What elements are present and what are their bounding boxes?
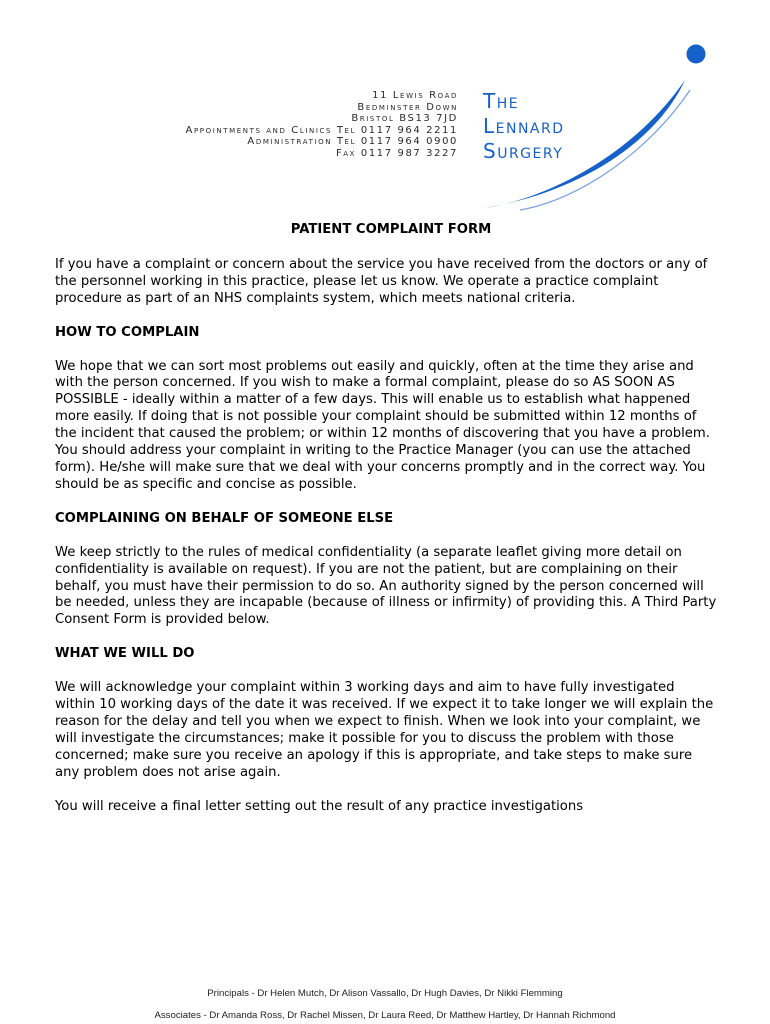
logo-line-1: The [483,89,520,113]
intro-paragraph: If you have a complaint or concern about the service you have received from the doctors or any of the personnel working in this practice, please let us know. We operate a practice complaint procedure as part of an NHS complaints system, which meets national criteria. [55,256,708,306]
letterhead [0,0,770,215]
document-body [55,222,717,832]
address-line-3: Bristol BS13 7JD [351,113,458,125]
logo-line-2: Lennard [483,114,565,138]
footer-associates: Associates - Dr Amanda Ross, Dr Rachel Missen, Dr Laura Reed, Dr Matthew Hartley, Dr Hannah Richmond [154,1010,616,1021]
footer-principals: Principals - Dr Helen Mutch, Dr Alison Vassallo, Dr Hugh Davies, Dr Nikki Flemming [207,988,563,999]
logo-line-3: Surgery [483,139,564,163]
section-body-how-to-complain: We hope that we can sort most problems out easily and quickly, often at the time they arise and with the person concerned. If you wish to make a formal complaint, please do so AS SOON AS POSSIBLE - ideally within a matter of a few days. This will enable us to establish what happened more easily. If doing that is not possible your complaint should be submitted within 12 months of the incident that caused the problem; or within 12 months of discovering that you have a problem. You should address your complaint in writing to the Practice Manager (you can use the attached form). He/she will make sure that we deal with your concerns promptly and in the correct way. You should be as specific and concise as possible. [55,358,710,492]
section-heading-how-to-complain: HOW TO COMPLAIN [55,324,200,340]
closing-paragraph: You will receive a final letter setting out the result of any practice investigations [55,798,584,814]
surgery-logo-text [483,89,565,164]
section-heading-what-we-will-do: WHAT WE WILL DO [55,646,195,662]
contact-administration: Administration Tel 0117 964 0900 [247,136,458,148]
section-body-what-we-will-do: We will acknowledge your complaint within 3 working days and aim to have fully investigated within 10 working days of the date it was received. If we expect it to take longer we will explain the reason for the delay and tell you when we expect to finish. When we look into your complaint, we will investigate the circumstances; make it possible for you to discuss the problem with those concerned; make sure you receive an apology if this is appropriate, and take steps to make sure any problem does not arise again. [55,680,714,780]
contact-appointments: Appointments and Clinics Tel 0117 964 2211 [185,124,458,136]
section-body-on-behalf: We keep strictly to the rules of medical confidentiality (a separate leaflet giving more detail on confidentiality is available on request). If you are not the patient, but are complaining on their behalf, you must have their permission to do so. An authority signed by the person concerned will be needed, unless they are incapable (because of illness or infirmity) of providing this. A Third Party Consent Form is provided below. [55,544,717,628]
contact-fax: Fax 0117 987 3227 [335,147,458,159]
address-line-1: 11 Lewis Road [372,90,458,101]
document-title: PATIENT COMPLAINT FORM [290,222,492,237]
address-line-2: Bedminster Down [357,101,458,113]
section-heading-on-behalf: COMPLAINING ON BEHALF OF SOMEONE ELSE [55,510,394,526]
practice-address [186,90,458,160]
